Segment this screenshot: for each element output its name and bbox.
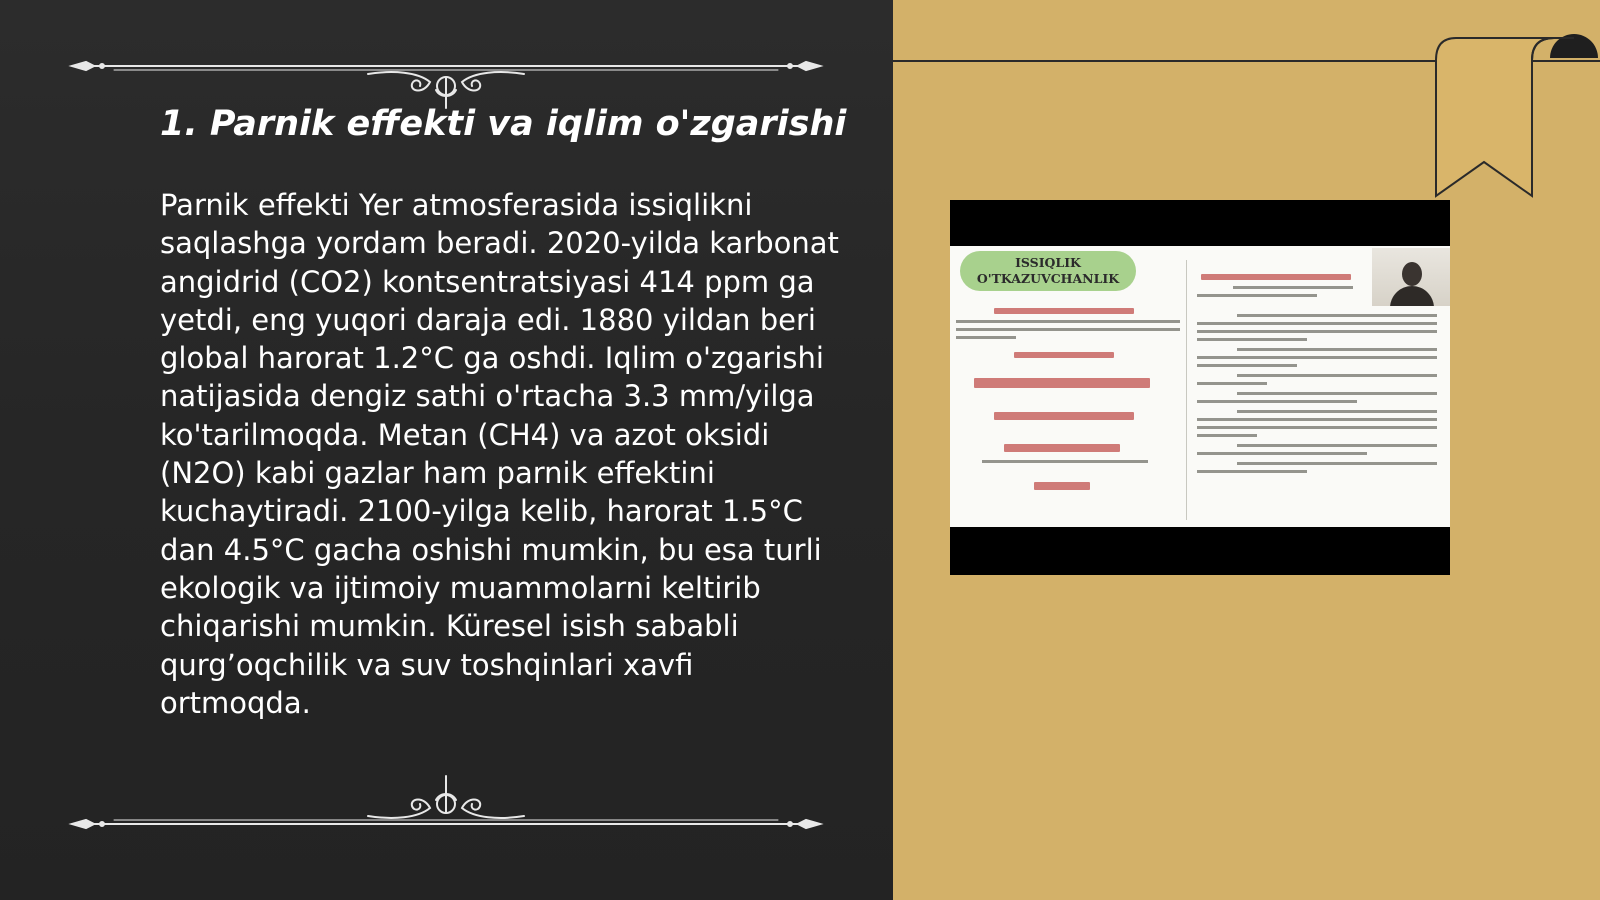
lesson-topic-badge: ISSIQLIK O'TKAZUVCHANLIK bbox=[960, 251, 1136, 291]
slide-title: 1. Parnik effekti va iqlim o'zgarishi bbox=[160, 104, 847, 144]
webcam-presenter bbox=[1372, 248, 1450, 306]
lesson-video-frame[interactable] bbox=[950, 200, 1450, 575]
presenter-body bbox=[1390, 286, 1434, 306]
flourish-divider-top-icon bbox=[68, 50, 824, 110]
lesson-right-column bbox=[1187, 246, 1450, 527]
lesson-left-column bbox=[950, 246, 1186, 527]
slide-body-text: Parnik effekti Yer atmosferasida issiqlikni saqlashga yordam beradi. 2020-yilda karbonat angidrid (CO2) kontsentratsiyasi 414 ppm ga yetdi, eng yuqori daraja edi. 1880 yildan beri global harorat 1.2°C ga oshdi. Iqlim o'zgarishi natijasida dengiz sathi o'rtacha 3.3 mm/yilga ko'tarilmoqda. Metan (CH4) va azot oksidi (N2O) kabi gazlar ham parnik effektini kuchaytiradi. 2100-yilga kelib, harorat 1.5°C dan 4.5°C gacha oshishi mumkin, bu esa turli ekologik va ijtimoiy muammolarni keltirib chiqarishi mumkin. Küresel isish sababli qurg’oqchilik va suv toshqinlari xavfi ortmoqda. bbox=[160, 188, 839, 720]
flourish-divider-bottom-icon bbox=[68, 772, 824, 832]
bookmark-ribbon-icon bbox=[1434, 34, 1600, 204]
lesson-video-content bbox=[950, 246, 1450, 527]
presenter-head bbox=[1402, 262, 1422, 286]
